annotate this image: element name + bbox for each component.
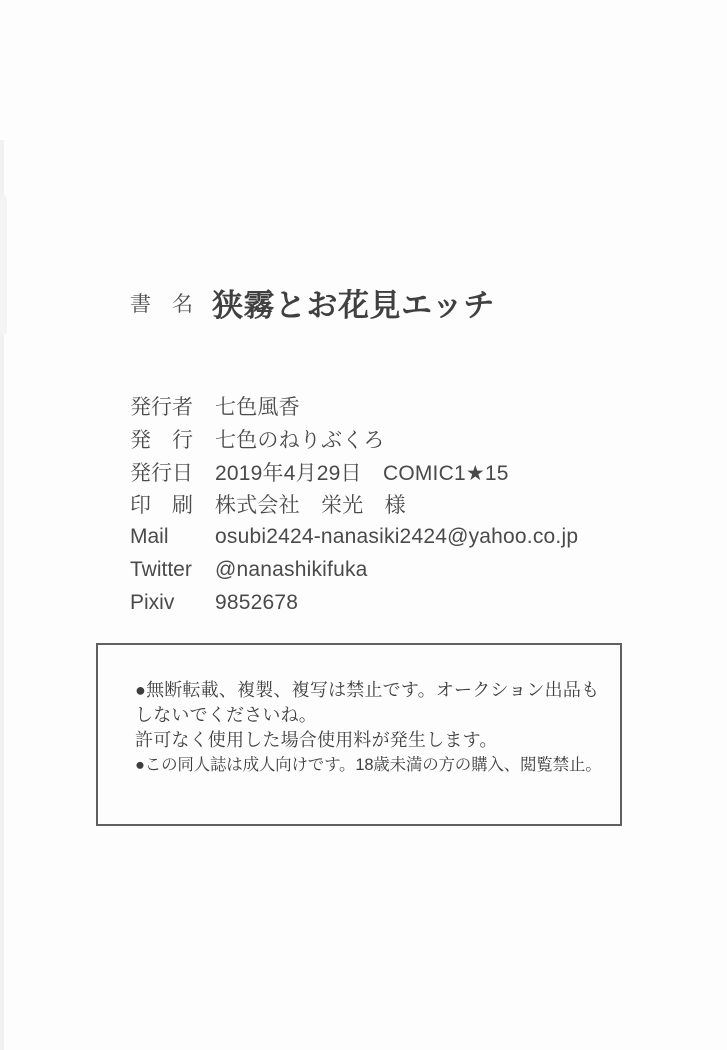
colophon-label: 発行者 [130, 396, 193, 419]
colophon-value: 七色風香 [215, 396, 300, 419]
colophon-row-publish-date [130, 462, 509, 486]
colophon-value: 株式会社 栄光 様 [215, 494, 406, 517]
colophon-label: Mail [130, 525, 169, 548]
mail-address: osubi2424-nanasiki2424@yahoo.co.jp [215, 525, 579, 548]
colophon-row-printer [130, 494, 406, 518]
colophon-label: 発行日 [130, 462, 193, 485]
colophon-value: 2019年4月29日 COMIC1★15 [215, 462, 509, 485]
colophon-row-publisher [130, 396, 300, 420]
legal-notice-box [96, 643, 622, 826]
colophon-label: 印 刷 [130, 494, 193, 517]
twitter-handle: @nanashikifuka [215, 558, 368, 581]
book-title-label: 書 名 [130, 292, 193, 316]
colophon-label: Twitter [130, 558, 192, 581]
notice-line-adult-warning: ●この同人誌は成人向けです。18歳未満の方の購入、閲覧禁止。 [135, 756, 602, 774]
colophon-row-mail [130, 525, 578, 549]
scan-smudge-artifact [0, 195, 7, 335]
notice-line: 許可なく使用した場合使用料が発生します。 [135, 730, 498, 750]
notice-line: しないでくださいね。 [135, 705, 317, 725]
colophon-label: Pixiv [130, 591, 175, 614]
colophon-value: 七色のねりぶくろ [215, 429, 385, 452]
notice-line: ●無断転載、複製、複写は禁止です。オークション出品も [135, 680, 600, 700]
book-title: 狭霧とお花見エッチ [212, 288, 495, 323]
colophon-row-pixiv [130, 591, 298, 615]
colophon-label: 発 行 [130, 429, 193, 452]
book-title-row [130, 280, 495, 325]
pixiv-id: 9852678 [215, 591, 299, 614]
colophon-row-twitter [130, 558, 368, 582]
colophon-row-circle [130, 429, 385, 453]
